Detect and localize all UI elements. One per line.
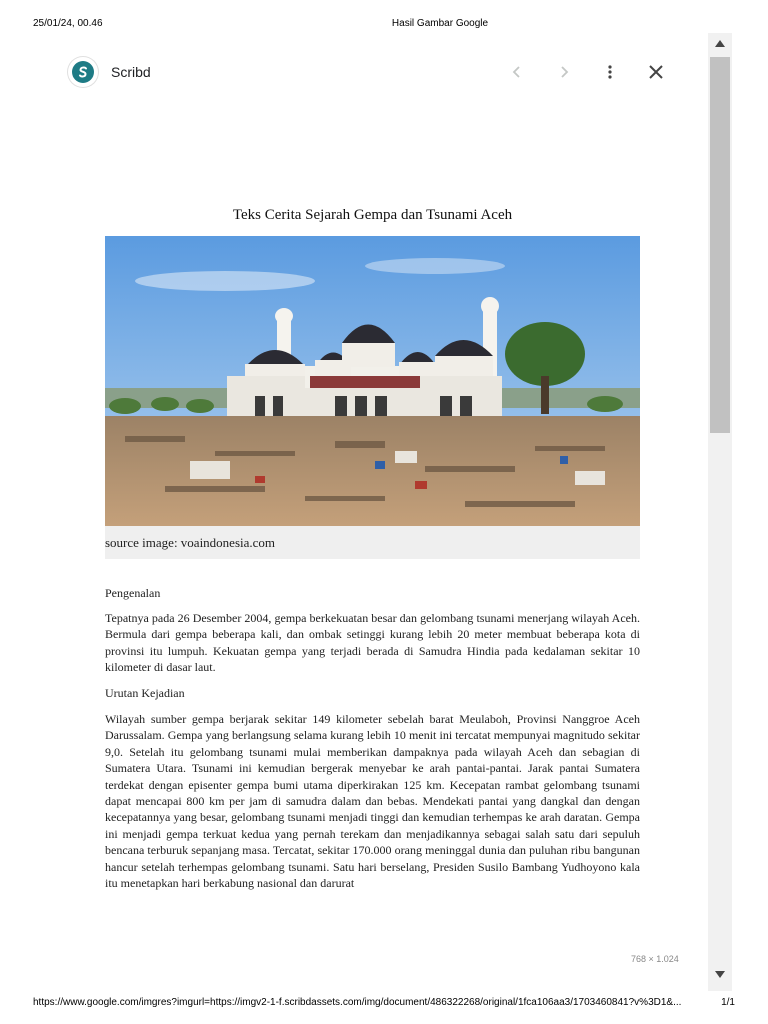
paragraph-pengenalan: Tepatnya pada 26 Desember 2004, gempa berkekuatan besar dan gelombang tsunami menerjang wilayah Aceh. Bermula dari gempa beberapa kali, dan ombak setinggi kurang lebih 20 meter membuat beberapa kota di provinsi itu lumpuh. Kekuatan gempa yang terjadi berada di Samudra Hindia pada kedalaman sekitar 10 kilometer di dasar laut.: [105, 611, 640, 675]
print-date: 25/01/24, 00.46: [33, 18, 103, 29]
heading-urutan-kejadian: Urutan Kejadian: [105, 686, 185, 700]
scroll-up-arrow-icon[interactable]: [708, 39, 732, 53]
heading-pengenalan: Pengenalan: [105, 586, 161, 600]
scrollbar-thumb[interactable]: [710, 57, 730, 433]
image-dimensions: 768 × 1.024: [631, 954, 679, 964]
print-footer: [0, 994, 768, 1012]
site-name[interactable]: Scribd: [111, 64, 151, 80]
scribd-logo-icon[interactable]: [68, 57, 98, 87]
print-header: [0, 12, 768, 32]
print-page-number: 1/1: [721, 997, 735, 1008]
print-title: Hasil Gambar Google: [391, 18, 489, 29]
mosque-rubble-photo: [105, 236, 640, 526]
viewer-toolbar: [33, 33, 708, 111]
scroll-down-arrow-icon[interactable]: [708, 971, 732, 985]
paragraph-urutan-kejadian: Wilayah sumber gempa berjarak sekitar 149 kilometer sebelah barat Meulaboh, Provinsi Nanggroe Aceh Darussalam. Gempa yang berlangsung selama kurang lebih 10 menit ini tercatat mempunyai magnitudo sekitar 9,0. Setelah itu gelombang tsunami mulai memberikan dampaknya pada wilayah Aceh dan sebagian di Sumatera Utara. Tsunami ini kemudian bergerak menyebar ke arah pantai-pantai. Jarak pantai Sumatera terdekat dengan episenter gempa bumi utama diperkirakan 125 km. Kecepatan rambat gelombang tsunami dapat mencapai 800 km per jam di samudra dalam dan bebas. Mendekati pantai yang dangkal dan dengan kecepatannya yang besar, gelombang tsunami menjadi tinggi dan kemudian terhempas ke arah daratan. Gempa ini menjadi gempa terkuat kedua yang pernah terekam dan menjadikannya sebagai salah satu dari sepuluh bencana terburuk sepanjang masa. Tercatat, sekitar 170.000 orang meninggal dunia dan puluhan ribu bangunan hancur setelah terhempas gelombang tsunami. Satu hari berselang, Presiden Susilo Bambang Yudhoyono kala itu menetapkan hari berkabung nasional dan darurat: [105, 712, 640, 891]
image-viewer: [33, 33, 732, 991]
chevron-right-icon[interactable]: [551, 59, 577, 85]
print-url: https://www.google.com/imgres?imgurl=https://imgv2-1-f.scribdassets.com/img/document/486322268/original/1fca106aa3/1703460841?v%3D1&...: [33, 997, 682, 1008]
close-icon[interactable]: [643, 59, 669, 85]
chevron-left-icon[interactable]: [504, 59, 530, 85]
document-page: [33, 111, 708, 991]
document-title: Teks Cerita Sejarah Gempa dan Tsunami Aceh: [232, 207, 513, 223]
scrollbar[interactable]: [708, 33, 732, 991]
image-source-text: source image: voaindonesia.com: [105, 535, 276, 550]
more-vert-icon[interactable]: [597, 59, 623, 85]
image-caption: [105, 526, 640, 559]
